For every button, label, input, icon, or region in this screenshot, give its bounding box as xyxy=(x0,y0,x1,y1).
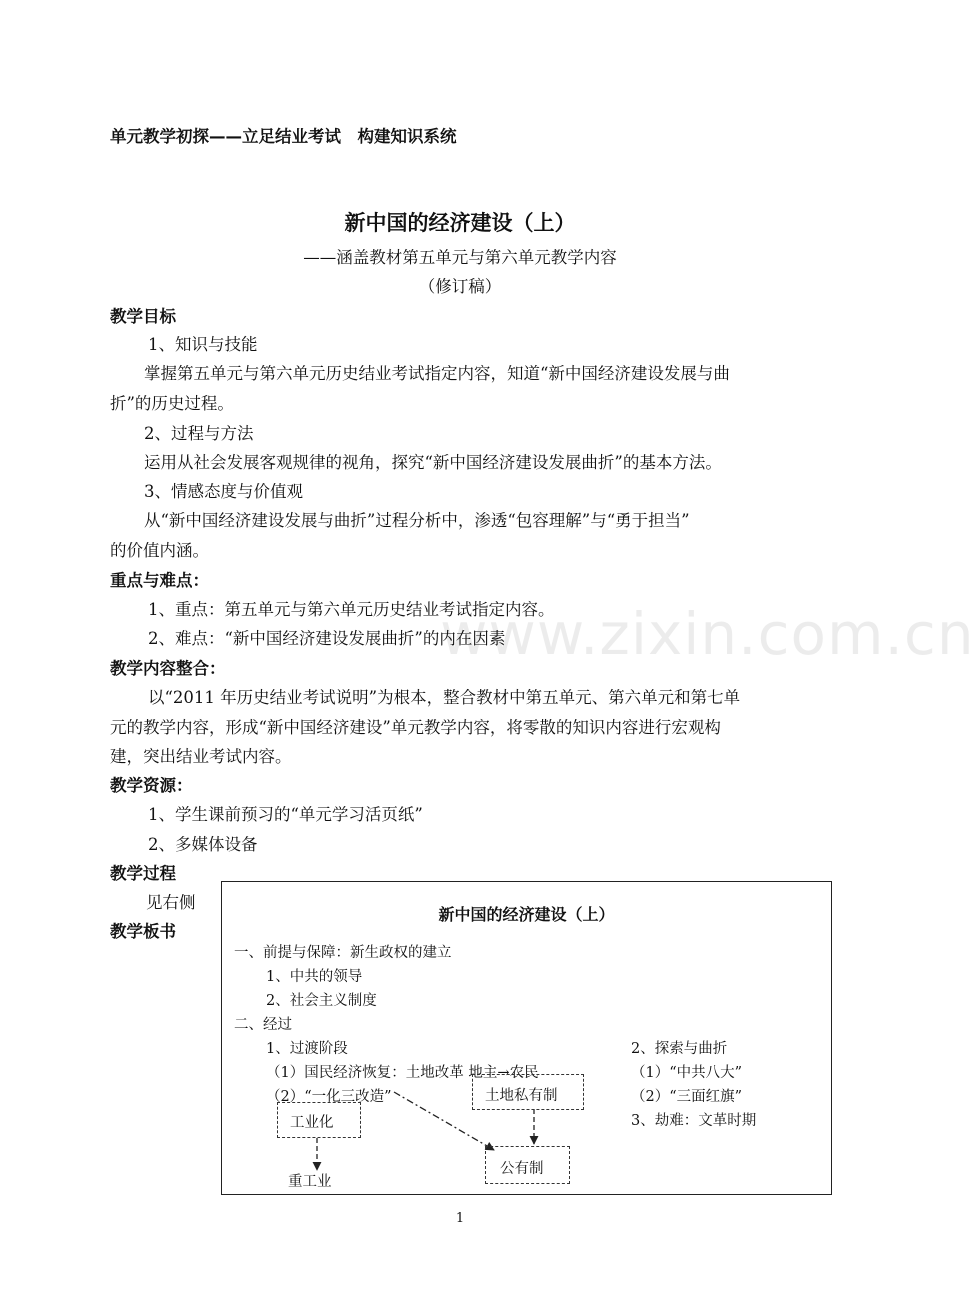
board-title: 新中国的经济建设（上） xyxy=(438,905,615,924)
board-item-1-2: 2、社会主义制度 xyxy=(266,993,377,1009)
board-item-2-2-2: （2）“三面红旗” xyxy=(631,1089,743,1105)
objective-text-3a: 从“新中国经济建设发展与曲折”过程分析中，渗透“包容理解”与“勇于担当” xyxy=(144,511,690,530)
objective-text-3b: 的价值内涵。 xyxy=(110,541,209,560)
integration-line-1: 以“2011 年历史结业考试说明”为根本，整合教材中第五单元、第六单元和第七单 xyxy=(148,688,741,707)
objective-item-2: 2、过程与方法 xyxy=(144,424,254,443)
keypoint-item-1: 1、重点：第五单元与第六单元历史结业考试指定内容。 xyxy=(148,600,555,619)
page-number: 1 xyxy=(455,1211,465,1226)
board-item-2-2: 2、探索与曲折 xyxy=(631,1041,728,1057)
doc-subtitle: ——涵盖教材第五单元与第六单元教学内容 xyxy=(303,248,617,267)
heavy-industry-label: 重工业 xyxy=(288,1174,332,1190)
box-industrialization xyxy=(277,1102,361,1138)
board-item-2-1-1: （1）国民经济恢复：土地改革 地主→农民 xyxy=(266,1065,539,1081)
objective-text-1a: 掌握第五单元与第六单元历史结业考试指定内容，知道“新中国经济建设发展与曲 xyxy=(144,364,730,383)
objective-text-2: 运用从社会发展客观规律的视角，探究“新中国经济建设发展曲折”的基本方法。 xyxy=(144,453,722,472)
board-item-2-2-1: （1）“中共八大” xyxy=(631,1065,743,1081)
board-section-2: 二、经过 xyxy=(234,1017,292,1033)
doc-draft-note: （修订稿） xyxy=(418,277,502,296)
watermark: www.zixin.com.cn xyxy=(440,600,975,668)
doc-title: 新中国的经济建设（上） xyxy=(344,211,576,235)
integration-heading: 教学内容整合： xyxy=(110,659,226,678)
objective-text-1b: 折”的历史过程。 xyxy=(110,394,234,413)
objectives-heading: 教学目标 xyxy=(110,307,176,326)
board-item-3: 3、劫难：文革时期 xyxy=(631,1113,757,1129)
objective-item-1: 1、知识与技能 xyxy=(148,335,258,354)
resource-item-2: 2、多媒体设备 xyxy=(148,835,258,854)
box-public-ownership xyxy=(485,1146,570,1184)
process-note: 见右侧 xyxy=(146,893,196,912)
keypoints-heading: 重点与难点： xyxy=(110,571,209,590)
blackboard-outline xyxy=(221,881,832,1195)
box-public-ownership-label: 公有制 xyxy=(500,1161,544,1177)
board-section-1: 一、前提与保障：新生政权的建立 xyxy=(234,945,452,961)
keypoint-item-2: 2、难点：“新中国经济建设发展曲折”的内在因素 xyxy=(148,629,506,648)
board-heading: 教学板书 xyxy=(110,922,176,941)
board-item-2-1-2: （2）“一化三改造” xyxy=(266,1089,392,1105)
box-land-private-ownership-label: 土地私有制 xyxy=(485,1088,558,1104)
box-industrialization-label: 工业化 xyxy=(290,1115,334,1131)
process-heading: 教学过程 xyxy=(110,864,176,883)
integration-line-2: 元的教学内容，形成“新中国经济建设”单元教学内容，将零散的知识内容进行宏观构 xyxy=(110,718,721,737)
header-line: 单元教学初探——立足结业考试 构建知识系统 xyxy=(110,127,457,146)
resource-item-1: 1、学生课前预习的“单元学习活页纸” xyxy=(148,805,423,824)
resources-heading: 教学资源： xyxy=(110,776,193,795)
board-item-1-1: 1、中共的领导 xyxy=(266,969,363,985)
box-land-private-ownership xyxy=(472,1074,584,1110)
objective-item-3: 3、情感态度与价值观 xyxy=(144,482,303,501)
board-item-2-1: 1、过渡阶段 xyxy=(266,1041,348,1057)
integration-line-3: 建，突出结业考试内容。 xyxy=(110,747,292,766)
